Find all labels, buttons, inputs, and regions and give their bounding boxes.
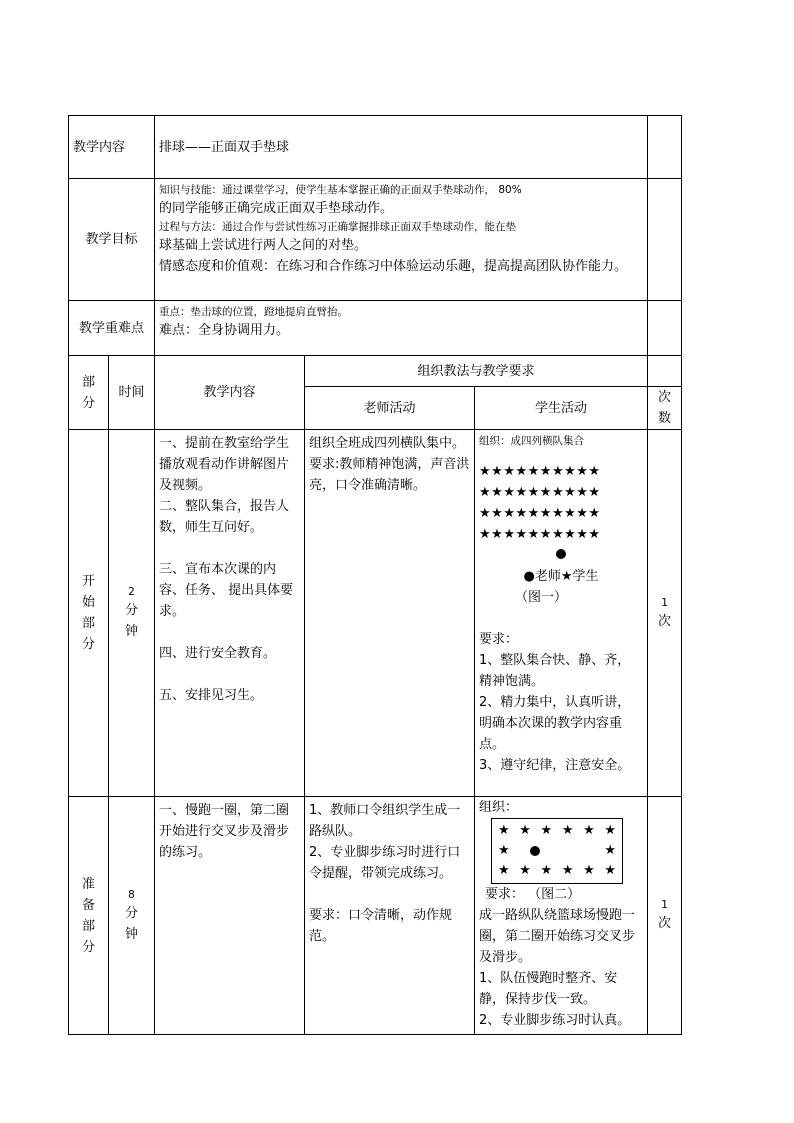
- key-text: [155, 301, 648, 356]
- col-time: 时间: [109, 356, 155, 430]
- goal-line: 的同学能够正确完成正面双手垫球动作。: [159, 201, 394, 216]
- section2-time: 8 分 钟: [109, 797, 155, 1035]
- difficult-point: 难点：全身协调用力。: [159, 323, 290, 338]
- empty-cell: [648, 301, 682, 356]
- teacher-dot-icon: [530, 846, 540, 856]
- col-part: 部 分: [69, 356, 109, 430]
- section2-count: 1 次: [648, 797, 682, 1035]
- court-diagram: ★ ★ ★ ★ ★ ★ ★ ★ ★ ★ ★ ★ ★ ★: [491, 818, 623, 884]
- section1-part: 开 始 部 分: [69, 430, 109, 797]
- legend: ●老师★学生: [523, 569, 599, 584]
- section2-content: 一、慢跑一圈，第二圈开始进行交叉步及滑步的练习。: [155, 797, 305, 1035]
- section1-time: 2 分 钟: [109, 430, 155, 797]
- empty-cell: [648, 116, 682, 179]
- student-formation-row: ★★★★★★★★★★: [479, 464, 601, 479]
- content-label: 教学内容: [69, 116, 155, 179]
- section1-student: 组织：成四列横队集合 ★★★★★★★★★★ ★★★★★★★★★★ ★★★★★★★★★★ ★★★★★★★★★★ ●老师★学生 （图一） 要求： 1、整队集合快、静、齐，精神饱满。 2、精力集中，认真听讲，明确本次课的教学内容重点。 3、遵守纪律，注意安全。: [475, 430, 648, 797]
- col-method: 组织教法与教学要求: [305, 356, 648, 387]
- goal-line: 过程与方法：通过合作与尝试性练习正确掌握排球正面双手垫球动作，能在垫: [159, 221, 517, 233]
- lesson-plan-table: [68, 115, 682, 1035]
- section1-content: 一、提前在教室给学生播放观看动作讲解图片及视频。 二、整队集合，报告人数，师生互问好。 三、宣布本次课的内容、任务、 提出具体要求。 四、进行安全教育。 五、安排见习生。: [155, 430, 305, 797]
- section1-count: 1 次: [648, 430, 682, 797]
- student-formation-row: ★★★★★★★★★★: [479, 506, 601, 521]
- student-formation-row: ★★★★★★★★★★: [479, 485, 601, 500]
- goal-line: 知识与技能：通过课堂学习，使学生基本掌握正确的正面双手垫球动作， 80%: [159, 184, 522, 196]
- figure-caption: 要求： （图二）: [485, 887, 581, 902]
- figure-caption: （图一）: [515, 590, 568, 605]
- empty-cell: [648, 179, 682, 301]
- section2-part: 准 备 部 分: [69, 797, 109, 1035]
- goal-label: 教学目标: [69, 179, 155, 301]
- empty-cell: [648, 356, 682, 387]
- goal-line: 球基础上尝试进行两人之间的对垫。: [159, 238, 368, 253]
- student-formation-row: ★★★★★★★★★★: [479, 527, 601, 542]
- teacher-dot-icon: [556, 549, 566, 559]
- col-count: 次 数: [648, 387, 682, 430]
- key-point: 重点：垫击球的位置，蹬地提肩直臂抬。: [159, 306, 349, 318]
- section2-teacher: 1、教师口令组织学生成一路纵队。 2、专业脚步练习时进行口令提醒，带领完成练习。 要求：口令清晰，动作规范。: [305, 797, 475, 1035]
- key-label: 教学重难点: [69, 301, 155, 356]
- content-value: 排球——正面双手垫球: [155, 116, 648, 179]
- goal-text: [155, 179, 648, 301]
- col-student: 学生活动: [475, 387, 648, 430]
- col-teacher: 老师活动: [305, 387, 475, 430]
- section2-student: 组织： ★ ★ ★ ★ ★ ★ ★ ★ ★ ★ ★ ★ ★ ★ 要求： （图二） 成一路纵队绕篮球场慢跑一圈，第二圈开始练习交叉步及滑步。 1、队伍慢跑时整齐、安静，保持步伐一致。 2、专业脚步练习时认真。: [475, 797, 648, 1035]
- goal-line: 情感态度和价值观：在练习和合作练习中体验运动乐趣，提高提高团队协作能力。: [159, 259, 628, 274]
- section1-teacher: 组织全班成四列横队集中。 要求:教师精神饱满，声音洪亮，口令准确清晰。: [305, 430, 475, 797]
- col-content: 教学内容: [155, 356, 305, 430]
